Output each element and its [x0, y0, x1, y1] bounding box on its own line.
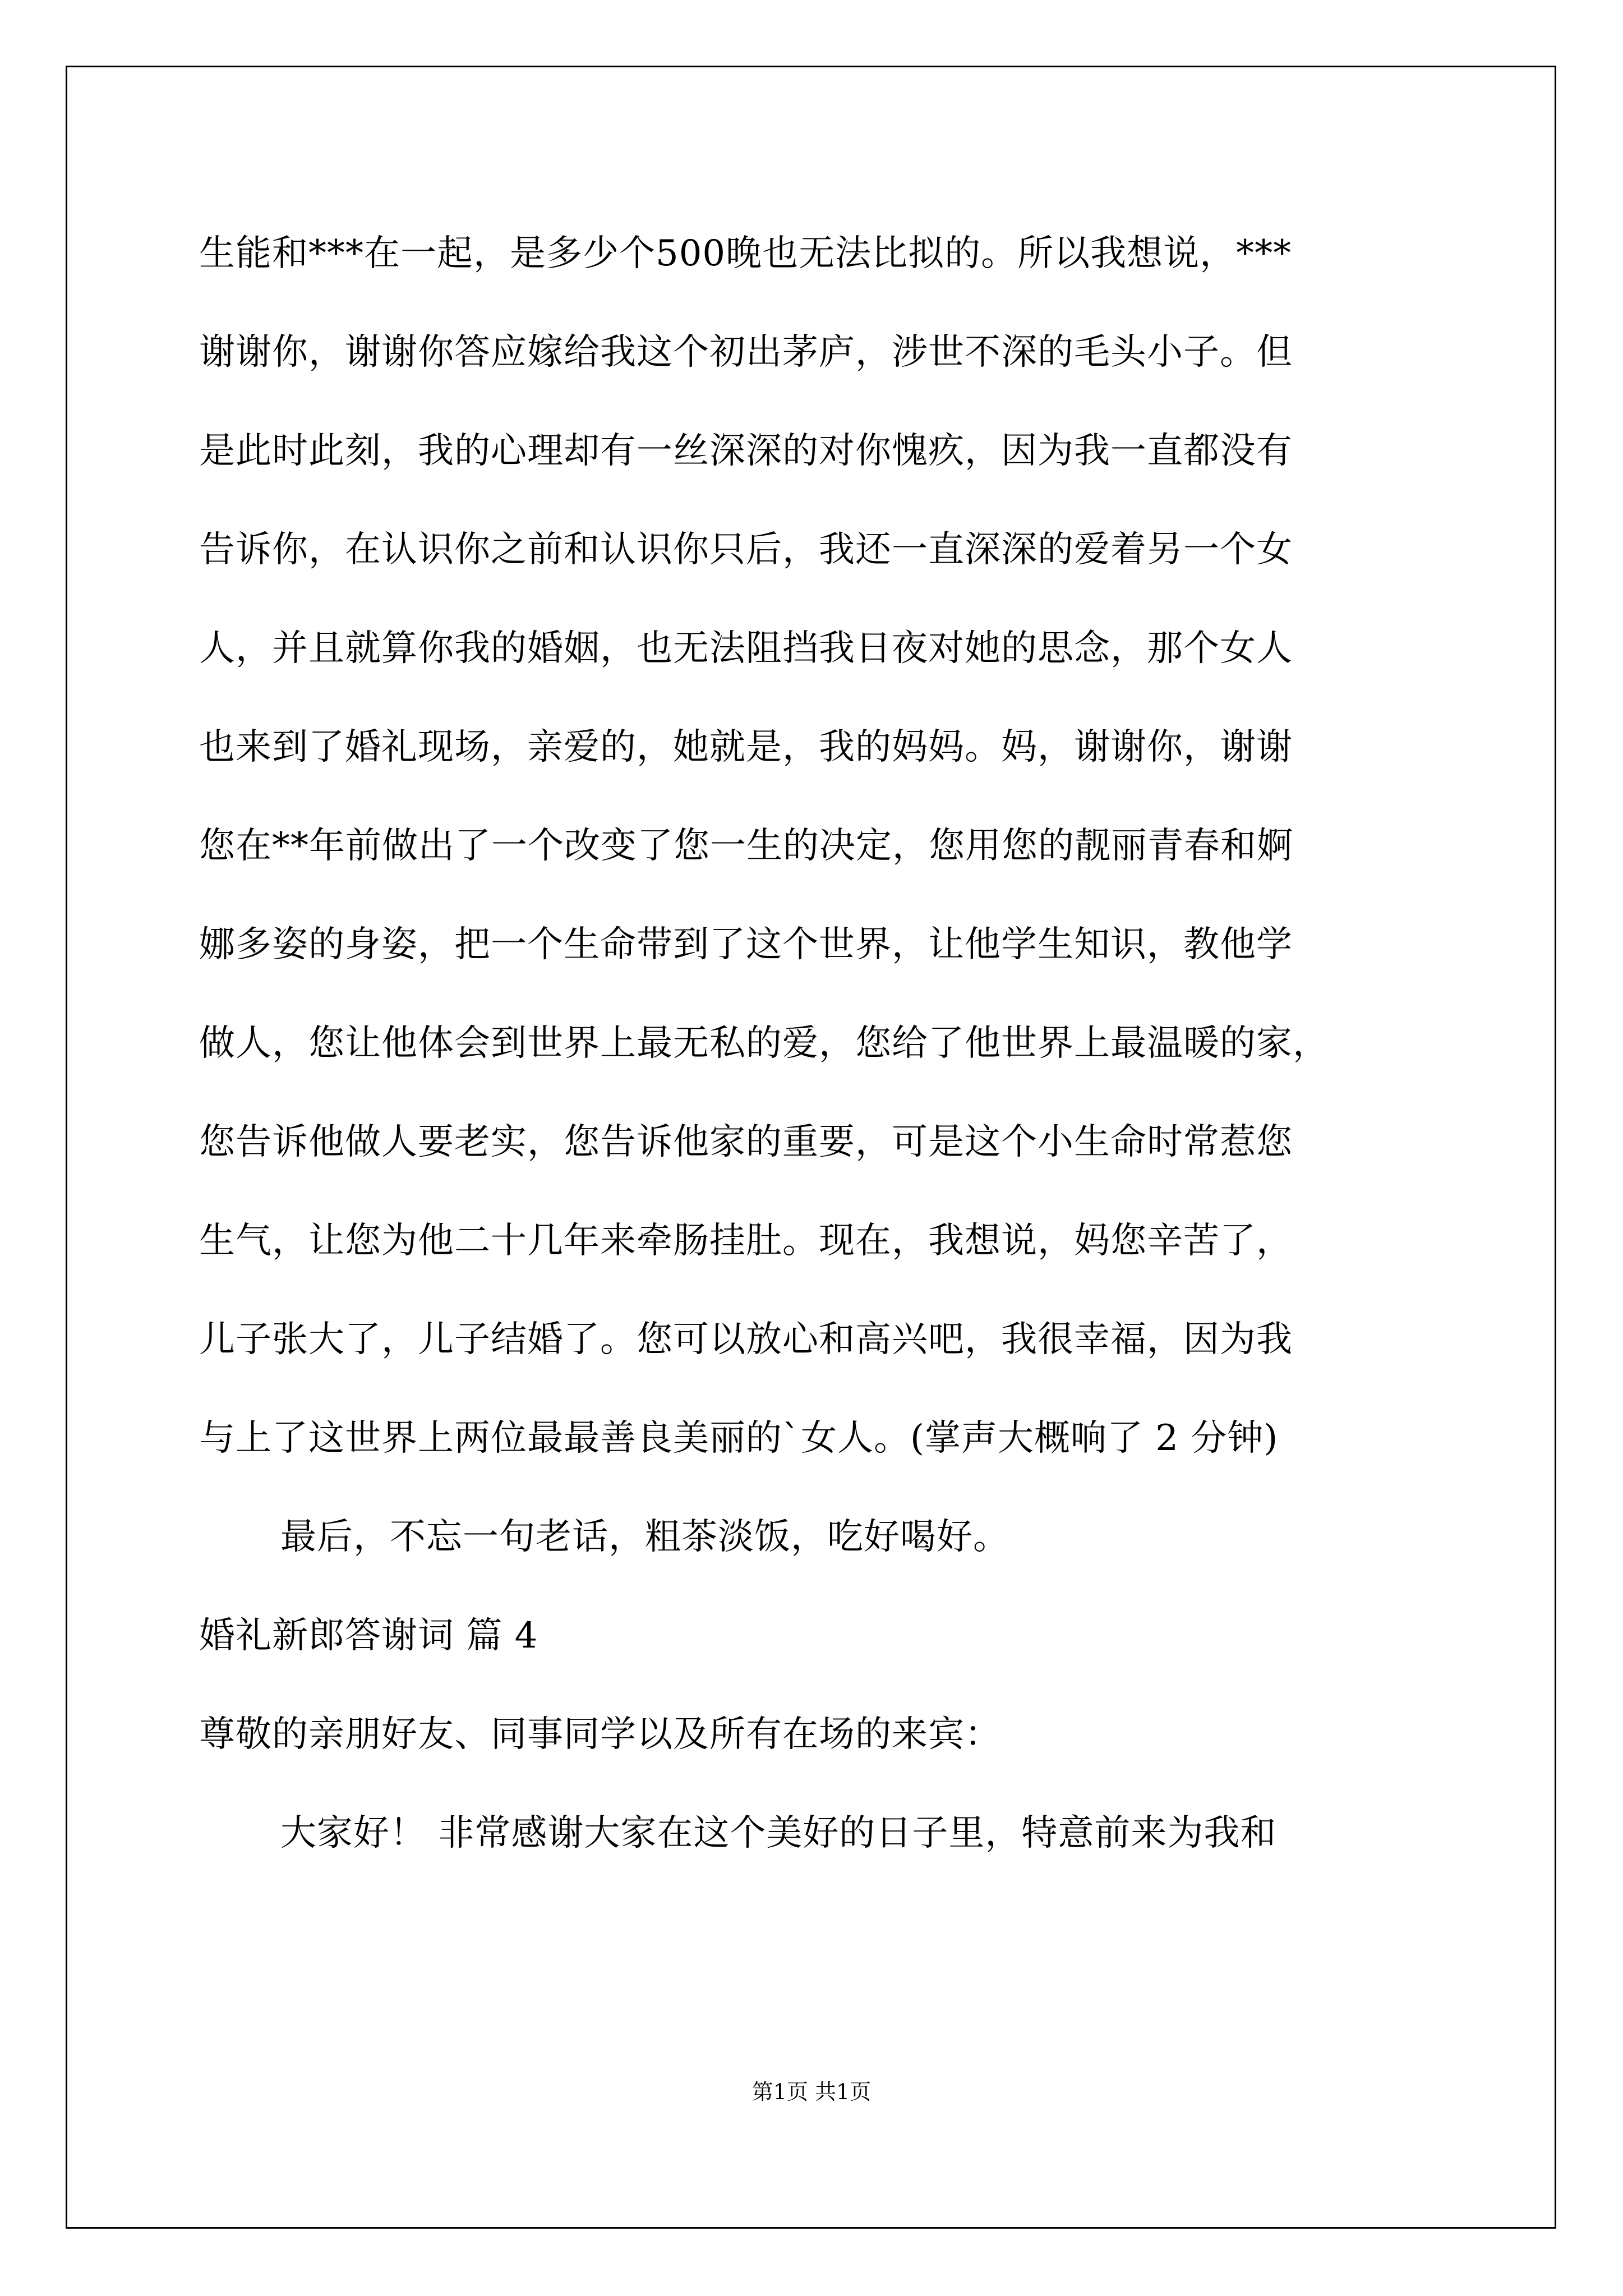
salutation-line: 尊敬的亲朋好友、同事同学以及所有在场的来宾：	[199, 1714, 1001, 1755]
body-line: 您告诉他做人要老实，您告诉他家的重要，可是这个小生命时常惹您	[199, 1121, 1293, 1163]
body-line: 人，并且就算你我的婚姻，也无法阻挡我日夜对她的思念，那个女人	[199, 628, 1293, 669]
body-line: 也来到了婚礼现场，亲爱的，她就是，我的妈妈。妈，谢谢你，谢谢	[199, 726, 1293, 768]
body-line-indented: 最后，不忘一句老话，粗茶淡饭，吃好喝好。	[280, 1516, 1009, 1558]
body-line-indented: 大家好！ 非常感谢大家在这个美好的日子里，特意前来为我和	[280, 1812, 1277, 1854]
body-line: 是此时此刻，我的心理却有一丝深深的对你愧疚，因为我一直都没有	[199, 430, 1293, 472]
body-line: 您在**年前做出了一个改变了您一生的决定，您用您的靓丽青春和婀	[199, 825, 1293, 867]
page-footer: 第1页 共1页	[751, 2079, 872, 2104]
body-line: 告诉你，在认识你之前和认识你只后，我还一直深深的爱着另一个女	[199, 529, 1293, 570]
body-line: 与上了这世界上两位最最善良美丽的`女人。(掌声大概响了 2 分钟)	[199, 1418, 1279, 1459]
body-line: 谢谢你，谢谢你答应嫁给我这个初出茅庐，涉世不深的毛头小子。但	[199, 332, 1293, 373]
body-line: 做人，您让他体会到世界上最无私的爱，您给了他世界上最温暖的家，	[199, 1023, 1329, 1064]
body-line: 儿子张大了，儿子结婚了。您可以放心和高兴吧，我很幸福，因为我	[199, 1319, 1293, 1360]
section-heading: 婚礼新郎答谢词 篇 4	[199, 1615, 538, 1657]
body-line: 娜多姿的身姿，把一个生命带到了这个世界，让他学生知识，教他学	[199, 924, 1293, 965]
body-line: 生气，让您为他二十几年来牵肠挂肚。现在，我想说，妈您辛苦了，	[199, 1220, 1293, 1262]
body-line: 生能和***在一起，是多少个500晚也无法比拟的。所以我想说，***	[199, 233, 1292, 274]
